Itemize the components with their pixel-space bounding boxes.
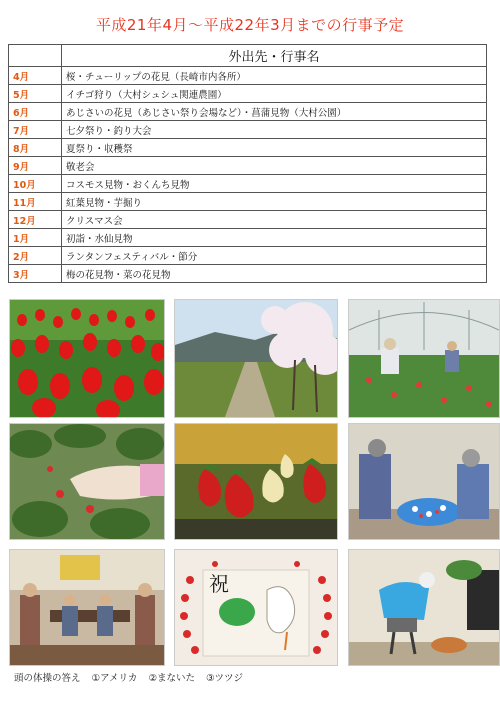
event-cell: 夏祭り・収穫祭 — [62, 139, 487, 157]
month-cell: 9月 — [9, 157, 62, 175]
event-cell: 紅葉見物・芋掘り — [62, 193, 487, 211]
event-header-cell: 外出先・行事名 — [62, 45, 487, 67]
game-activity-photo — [348, 549, 500, 666]
table-row — [9, 247, 487, 265]
strawberries-closeup-photo — [174, 423, 338, 540]
tulip-field-photo — [9, 299, 165, 418]
table-row — [9, 175, 487, 193]
event-cell: 桜・チューリップの花見（長崎市内各所） — [62, 67, 487, 85]
event-cell: イチゴ狩り（大村シュシュ関連農園） — [62, 85, 487, 103]
month-cell: 6月 — [9, 103, 62, 121]
event-cell: 梅の花見物・菜の花見物 — [62, 265, 487, 283]
indoor-gathering-photo — [9, 549, 165, 666]
month-header-cell — [9, 45, 62, 67]
month-cell: 10月 — [9, 175, 62, 193]
footer-answer: ②まないた — [148, 673, 195, 684]
celebration-sign-text: 祝 — [209, 572, 229, 596]
strawberry-picking-hand-photo — [9, 423, 165, 540]
fishing-event-photo — [348, 423, 500, 540]
table-header-row — [9, 45, 487, 67]
month-cell: 7月 — [9, 121, 62, 139]
month-cell: 3月 — [9, 265, 62, 283]
month-cell: 2月 — [9, 247, 62, 265]
table-row — [9, 67, 487, 85]
table-row — [9, 193, 487, 211]
month-cell: 4月 — [9, 67, 62, 85]
celebration-sign-photo — [174, 549, 338, 666]
page-title: 平成21年4月～平成22年3月までの行事予定 — [95, 16, 405, 34]
event-cell: ランタンフェスティバル・節分 — [62, 247, 487, 265]
event-cell: 七夕祭り・釣り大会 — [62, 121, 487, 139]
month-cell: 5月 — [9, 85, 62, 103]
event-cell: クリスマス会 — [62, 211, 487, 229]
table-row — [9, 85, 487, 103]
table-row — [9, 121, 487, 139]
footer-label: 頭の体操の答え — [14, 673, 81, 684]
table-row — [9, 211, 487, 229]
month-cell: 11月 — [9, 193, 62, 211]
table-row — [9, 139, 487, 157]
footer-answer: ③ツツジ — [206, 673, 244, 684]
month-cell: 12月 — [9, 211, 62, 229]
footer-answers — [14, 670, 251, 684]
event-cell: 初詣・水仙見物 — [62, 229, 487, 247]
month-cell: 1月 — [9, 229, 62, 247]
table-row — [9, 157, 487, 175]
schedule-table — [8, 44, 487, 283]
footer-answer: ①アメリカ — [91, 673, 138, 684]
event-cell: コスモス見物・おくんち見物 — [62, 175, 487, 193]
table-row — [9, 103, 487, 121]
event-cell: あじさいの花見（あじさい祭り会場など）・菖蒲見物（大村公園） — [62, 103, 487, 121]
greenhouse-flowers-photo — [348, 299, 500, 418]
month-cell: 8月 — [9, 139, 62, 157]
table-row — [9, 265, 487, 283]
table-row — [9, 229, 487, 247]
event-cell: 敬老会 — [62, 157, 487, 175]
cherry-blossom-road-photo — [174, 299, 338, 418]
